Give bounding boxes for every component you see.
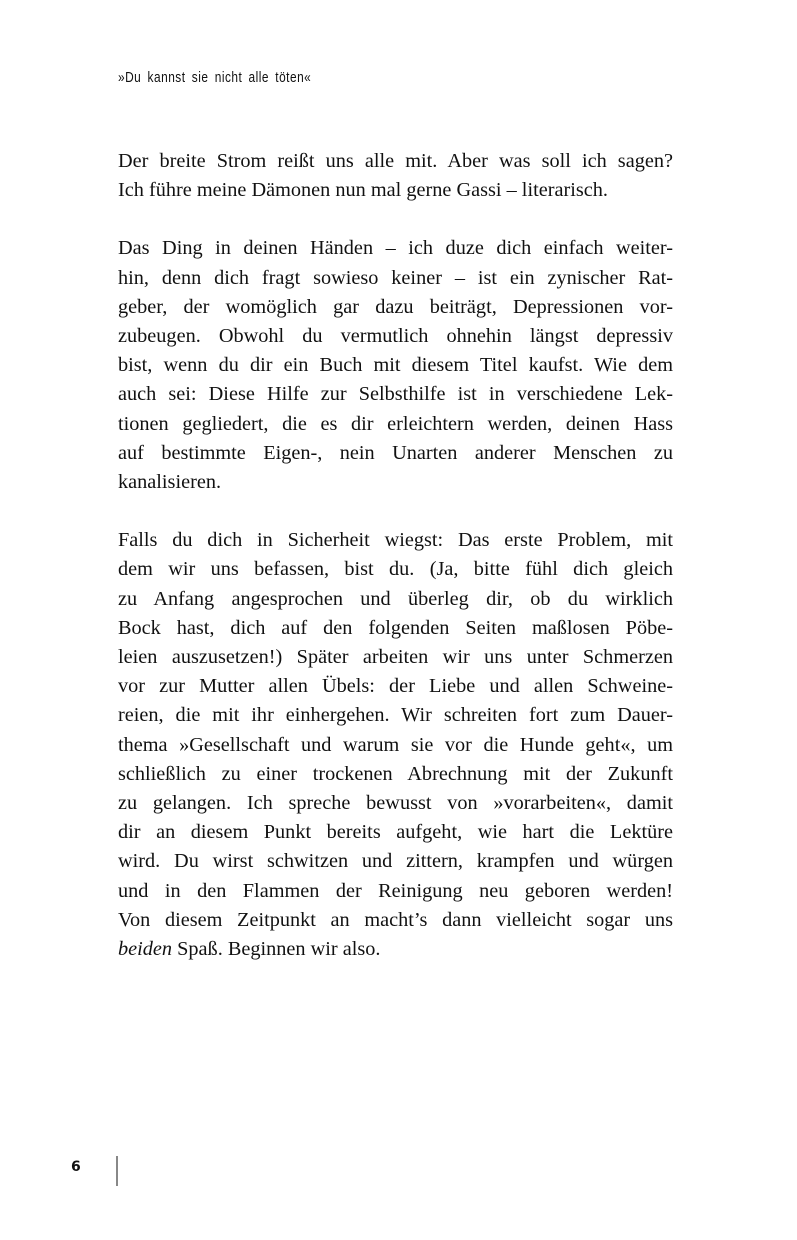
text-line: Bock hast, dich auf den folgenden Seiten maßlosen Pöbe- <box>118 616 673 639</box>
text-line: Falls du dich in Sicherheit wiegst: Das erste Problem, mit <box>118 529 673 552</box>
text-line: auch sei: Diese Hilfe zur Selbsthilfe ist in verschiedene Lek- <box>118 383 673 406</box>
text-line: Der breite Strom reißt uns alle mit. Aber was soll ich sagen? <box>118 150 673 172</box>
text-line: vor zur Mutter allen Übels: der Liebe und allen Schweine- <box>118 675 673 698</box>
text-line: reien, die mit ihr einhergehen. Wir schreiten fort zum Dauer- <box>118 704 673 727</box>
text-line: und in den Flammen der Reinigung neu geboren werden! <box>118 879 673 902</box>
text-line: kanalisieren. <box>118 471 222 494</box>
text-line: Ich führe meine Dämonen nun mal gerne Gassi – literarisch. <box>118 179 608 202</box>
page-number: 6 <box>71 1159 81 1175</box>
paragraph <box>118 526 673 964</box>
text-line: leien auszusetzen!) Später arbeiten wir uns unter Schmerzen <box>118 646 673 669</box>
running-header: »Du kannst sie nicht alle töten« <box>118 70 312 86</box>
text-line: zu gelangen. Ich spreche bewusst von »vorarbeiten«, damit <box>118 792 673 815</box>
text-line: schließlich zu einer trockenen Abrechnung mit der Zukunft <box>118 762 673 785</box>
text-line: auf bestimmte Eigen-, nein Unarten anderer Menschen zu <box>118 441 673 464</box>
text-line: dem wir uns befassen, bist du. (Ja, bitte fühl dich gleich <box>118 558 673 581</box>
footer-rule <box>116 1156 118 1186</box>
body-text <box>118 147 673 993</box>
text-line: Von diesem Zeitpunkt an macht’s dann vielleicht sogar uns <box>118 908 673 931</box>
text-line: tionen gegliedert, die es dir erleichtern werden, deinen Hass <box>118 412 673 435</box>
text-line: geber, der womöglich gar dazu beiträgt, Depressionen vor- <box>118 295 673 318</box>
text-line <box>118 935 673 964</box>
text-line: dir an diesem Punkt bereits aufgeht, wie hart die Lektüre <box>118 821 673 844</box>
text-line: zubeugen. Obwohl du vermutlich ohnehin längst depressiv <box>118 325 673 348</box>
text-line: bist, wenn du dir ein Buch mit diesem Titel kaufst. Wie dem <box>118 354 673 377</box>
text-line: hin, denn dich fragt sowieso keiner – ist ein zynischer Rat- <box>118 266 673 289</box>
text-line: wird. Du wirst schwitzen und zittern, krampfen und würgen <box>118 850 673 873</box>
emphasized-word: beiden <box>118 938 173 961</box>
text-line: zu Anfang angesprochen und überleg dir, ob du wirklich <box>118 587 673 610</box>
paragraph <box>118 147 673 205</box>
text-line: thema »Gesellschaft und warum sie vor die Hunde geht«, um <box>118 733 673 756</box>
paragraph <box>118 234 673 497</box>
line-rest: Spaß. Beginnen wir also. <box>172 938 381 961</box>
text-line: Das Ding in deinen Händen – ich duze dich einfach weiter- <box>118 237 673 260</box>
